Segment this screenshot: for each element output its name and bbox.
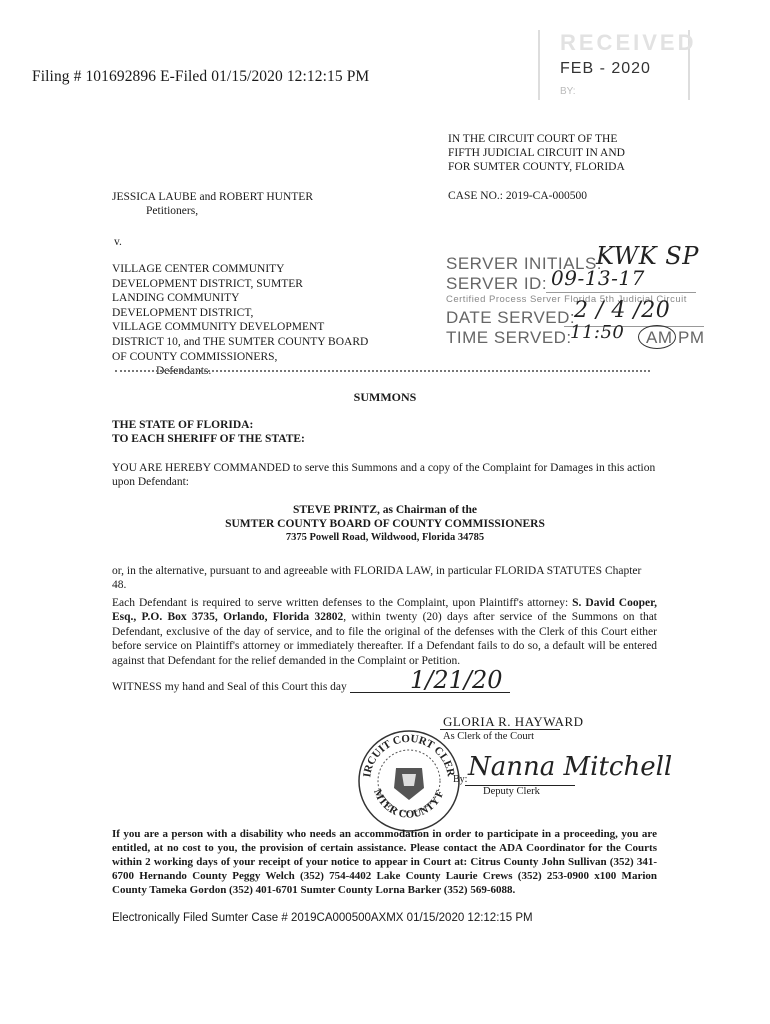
- summons-title: SUMMONS: [353, 390, 417, 404]
- petitioners-label: Petitioners,: [146, 205, 199, 217]
- seal-bottom-text: MTER COUNTY F: [371, 787, 447, 821]
- defendant-line: VILLAGE COMMUNITY DEVELOPMENT: [112, 321, 325, 334]
- court-seal: [356, 728, 462, 834]
- defendant-served: [0, 503, 770, 545]
- alternative-paragraph: or, in the alternative, pursuant to and agreeable with FLORIDA LAW, in particular FLORIDA STATUTES Chapter 48.: [112, 565, 642, 591]
- certified-text: Certified Process Server Florida 5th Judicial Circuit: [446, 294, 687, 305]
- state-line: THE STATE OF FLORIDA:: [112, 419, 254, 431]
- defendants-block: [112, 262, 368, 379]
- received-stamp: [538, 30, 697, 100]
- witness-line: [112, 681, 347, 693]
- clerk-role: As Clerk of the Court: [443, 731, 534, 742]
- state-address: [112, 418, 305, 446]
- defendant-line: DEVELOPMENT DISTRICT, SUMTER: [112, 277, 303, 290]
- court-line: IN THE CIRCUIT COURT OF THE: [448, 133, 618, 145]
- witness-text: WITNESS my hand and Seal of this Court this day: [112, 681, 347, 693]
- date-served-label: DATE SERVED:: [446, 308, 576, 327]
- defenses-body: , within twenty (20) days after service of the Summons on that Defendant, exclusive of the day of service, and to file the original of the defenses with the Clerk of this Court either before service on Plaintiff's attorney or immediately thereafter. If a Defendant fails to do so, a default will be entered against that Defendant for the relief demanded in the Complaint or Petition.: [112, 611, 657, 667]
- defendant-served-address: 7375 Powell Road, Wildwood, Florida 34785: [285, 532, 485, 543]
- petitioners-block: [112, 190, 313, 218]
- case-number: CASE NO.: 2019-CA-000500: [448, 190, 587, 202]
- ada-notice: If you are a person with a disability who needs an accommodation in order to participate in a proceeding, you are entitled, at no cost to you, the provision of certain assistance. Please contact the ADA Coordinator for the Courts within 2 working days of your receipt of your notice to appear in Court at: Citrus County John Sullivan (352) 341-6700 Hernando County Peggy Welch (352) 754-4402 Lake County Laurie Crews (352) 253-0900 x100 Marion County Tameka Gordon (352) 401-6701 Sumter County Lorna Barker (352) 569-6088.: [112, 828, 657, 896]
- defenses-paragraph: [112, 596, 657, 668]
- server-id-handwritten: 09-13-17: [551, 266, 645, 290]
- stamp-by: BY:: [560, 86, 576, 97]
- server-id-underline: [546, 292, 696, 293]
- filing-header: Filing # 101692896 E-Filed 01/15/2020 12:12:15 PM: [32, 68, 370, 85]
- stamp-date: FEB - 2020: [560, 60, 651, 77]
- defendant-line: DISTRICT 10, and THE SUMTER COUNTY BOARD: [112, 335, 369, 348]
- witness-date-handwritten: 1/21/20: [410, 666, 503, 694]
- defendant-line: VILLAGE CENTER COMMUNITY: [112, 263, 285, 275]
- command-paragraph: YOU ARE HEREBY COMMANDED to serve this Summons and a copy of the Complaint for Damages in this action upon Defendant:: [112, 462, 656, 488]
- court-line: FOR SUMTER COUNTY, FLORIDA: [448, 161, 625, 173]
- server-initials-handwritten: KWK SP: [596, 242, 699, 270]
- time-served-handwritten: 11:50: [570, 322, 625, 343]
- defendant-line: OF COUNTY COMMISSIONERS,: [112, 350, 278, 363]
- by-label: By:: [453, 774, 468, 785]
- seal-emblem: [394, 768, 424, 800]
- pm-label: PM: [678, 328, 705, 347]
- am-label: AM: [646, 328, 673, 347]
- time-served-label: TIME SERVED:: [446, 328, 572, 347]
- deputy-clerk-label: Deputy Clerk: [483, 786, 540, 797]
- time-served-row: [446, 322, 746, 348]
- witness-underline: [350, 692, 510, 693]
- defendant-line: DEVELOPMENT DISTRICT,: [112, 306, 254, 319]
- defendants-label: Defendants.: [156, 365, 212, 378]
- efiling-footer: Electronically Filed Sumter Case # 2019CA000500AXMX 01/15/2020 12:12:15 PM: [112, 912, 533, 924]
- clerk-name: GLORIA R. HAYWARD: [443, 714, 584, 729]
- court-line: FIFTH JUDICIAL CIRCUIT IN AND: [448, 147, 625, 159]
- deputy-signature: Nanna Mitchell: [468, 752, 673, 782]
- defenses-intro: Each Defendant is required to serve written defenses to the Complaint, upon Plaintiff's attorney:: [112, 597, 573, 609]
- defendant-served-line: SUMTER COUNTY BOARD OF COUNTY COMMISSIONERS: [225, 518, 545, 530]
- stamp-received-word: RECEIVED: [560, 30, 697, 55]
- petitioners-names: JESSICA LAUBE and ROBERT HUNTER: [112, 191, 313, 203]
- defendant-line: LANDING COMMUNITY: [112, 292, 240, 305]
- process-server-stamp: [446, 242, 746, 348]
- seal-top-text: IRCUIT COURT CLER: [361, 732, 457, 779]
- server-initials-label: SERVER INITIALS:: [446, 254, 603, 273]
- server-id-row: [446, 266, 746, 294]
- versus: v.: [114, 236, 122, 248]
- server-id-label: SERVER ID:: [446, 274, 548, 293]
- attorney-info: S. David Cooper, Esq., P.O. Box 3735, Orlando, Florida 32802: [112, 597, 657, 624]
- defendant-served-line: STEVE PRINTZ, as Chairman of the: [292, 504, 478, 516]
- state-line: TO EACH SHERIFF OF THE STATE:: [112, 433, 305, 445]
- section-divider: [115, 370, 650, 372]
- date-served-handwritten: 2 / 4 /20: [574, 298, 671, 323]
- court-caption: [448, 132, 625, 174]
